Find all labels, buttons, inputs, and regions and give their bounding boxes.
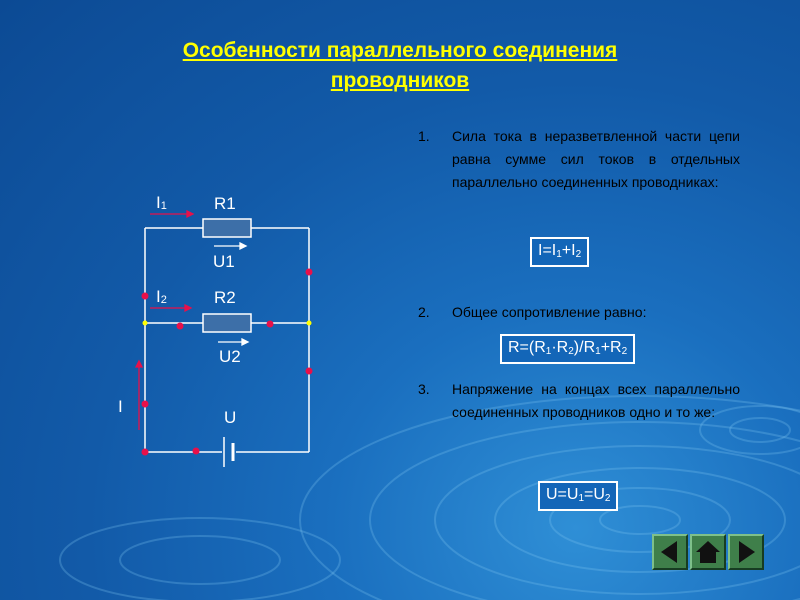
formula-subscript: 2 xyxy=(604,493,611,504)
forward-arrow-icon xyxy=(730,536,762,568)
formula-part: +I xyxy=(561,242,576,259)
forward-button[interactable] xyxy=(728,534,764,570)
home-icon xyxy=(692,536,724,568)
label-u2: U2 xyxy=(219,347,241,366)
formula-part: )/R xyxy=(573,339,596,356)
label-i-total: I xyxy=(118,397,123,416)
formula-subscript: 2 xyxy=(575,249,582,260)
formula-part: ·R xyxy=(551,339,569,356)
formula-subscript: 1 xyxy=(595,346,601,357)
label-r2: R2 xyxy=(214,288,236,307)
formula-subscript: 1 xyxy=(556,249,562,260)
label-i1: I1 xyxy=(156,193,167,212)
formula-subscript: 1 xyxy=(545,346,552,357)
label-i2: I2 xyxy=(156,287,167,306)
list-number: 3. xyxy=(418,381,430,397)
resistor-r2 xyxy=(203,314,251,332)
formula-subscript: 1 xyxy=(578,493,585,504)
formula-part: =U xyxy=(584,486,605,503)
formula-part: U=U xyxy=(546,486,579,503)
formula-part: R=(R xyxy=(508,339,546,356)
label-u-total: U xyxy=(224,408,237,427)
list-text: Сила тока в неразветвленной части цепи равна сумме сил токов в отдельных параллельно соединенных проводниках: xyxy=(452,128,740,190)
back-button[interactable] xyxy=(652,534,688,570)
title-line-2: проводников xyxy=(330,69,470,92)
home-button[interactable] xyxy=(690,534,726,570)
label-r1: R1 xyxy=(214,194,236,213)
list-text: Общее сопротивление равно: xyxy=(452,304,647,320)
title-line-1: Особенности параллельного соединения xyxy=(182,39,618,62)
formula-subscript: 2 xyxy=(568,346,574,357)
formula-part: I=I xyxy=(538,242,557,259)
list-text: Напряжение на концах всех параллельно соединенных проводников одно и то же: xyxy=(452,381,740,420)
list-number: 2. xyxy=(418,304,430,320)
formula-subscript: 2 xyxy=(621,346,628,357)
label-u1: U1 xyxy=(213,252,235,271)
resistor-r1 xyxy=(203,219,251,237)
back-arrow-icon xyxy=(654,536,686,568)
list-number: 1. xyxy=(418,128,430,144)
formula-part: +R xyxy=(600,339,622,356)
